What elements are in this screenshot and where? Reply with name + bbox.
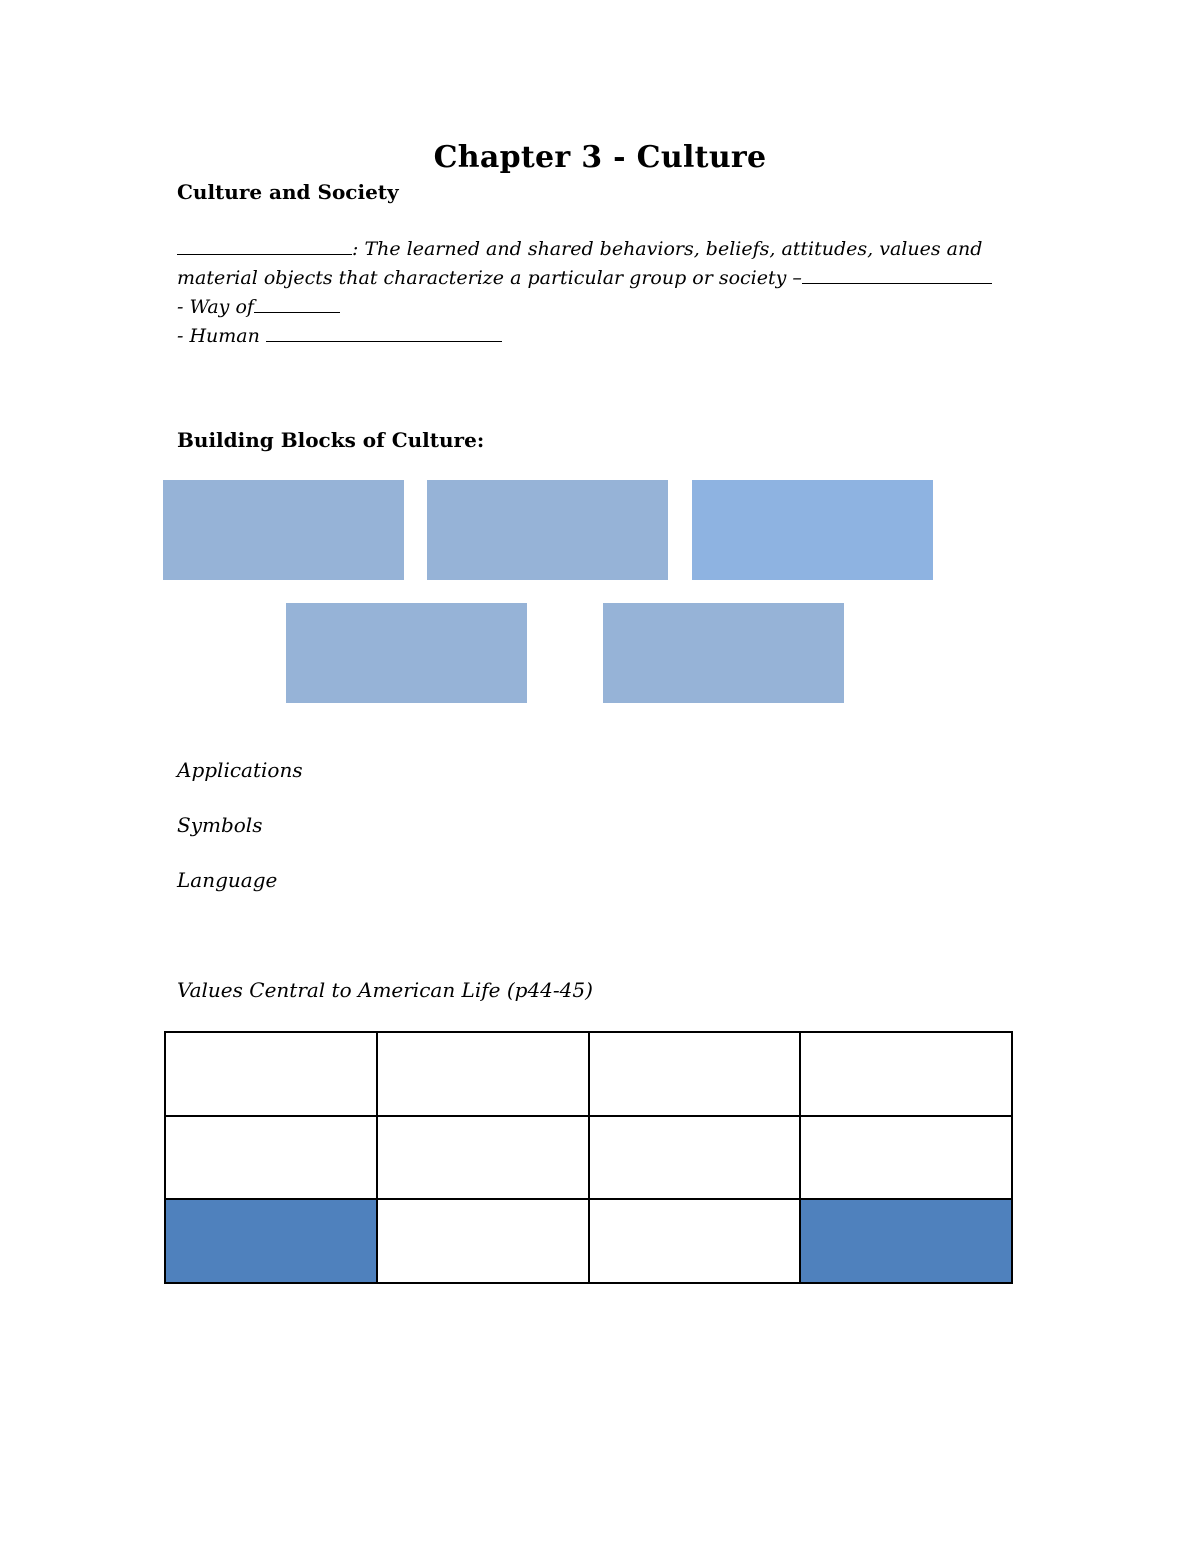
- building-block-4: [286, 603, 527, 703]
- item-symbols: Symbols: [177, 813, 263, 837]
- building-block-1: [163, 480, 404, 580]
- blank-human[interactable]: [266, 321, 502, 342]
- definition-block: [177, 234, 1057, 350]
- definition-text-2: material objects that characterize a particular group or society –: [177, 267, 802, 289]
- table-cell[interactable]: [589, 1032, 801, 1116]
- table-row: [165, 1199, 1012, 1283]
- definition-text-1: : The learned and shared behaviors, beliefs, attitudes, values and: [352, 238, 983, 260]
- table-row: [165, 1032, 1012, 1116]
- table-row: [165, 1116, 1012, 1200]
- values-table: [164, 1031, 1013, 1284]
- definition-line-4: [177, 321, 1057, 350]
- human-text: - Human: [177, 325, 260, 347]
- blank-way-of[interactable]: [254, 292, 340, 313]
- way-of-text: - Way of: [177, 296, 254, 318]
- table-cell-filled[interactable]: [165, 1199, 377, 1283]
- table-cell[interactable]: [589, 1116, 801, 1200]
- section-heading-culture-society: Culture and Society: [177, 180, 399, 204]
- blank-definition-end[interactable]: [802, 263, 992, 284]
- table-cell-filled[interactable]: [800, 1199, 1012, 1283]
- table-cell[interactable]: [800, 1032, 1012, 1116]
- table-cell[interactable]: [800, 1116, 1012, 1200]
- building-block-2: [427, 480, 668, 580]
- table-cell[interactable]: [377, 1032, 589, 1116]
- table-cell[interactable]: [165, 1032, 377, 1116]
- building-block-5: [603, 603, 844, 703]
- table-cell[interactable]: [377, 1199, 589, 1283]
- blank-term[interactable]: [177, 234, 352, 255]
- item-applications: Applications: [177, 758, 303, 782]
- definition-line-1: [177, 234, 1057, 263]
- section-heading-building-blocks: Building Blocks of Culture:: [177, 428, 485, 452]
- building-block-3: [692, 480, 933, 580]
- item-values-heading: Values Central to American Life (p44-45): [177, 978, 593, 1002]
- item-language: Language: [177, 868, 278, 892]
- page-title: Chapter 3 - Culture: [433, 140, 767, 175]
- definition-line-2: [177, 263, 1057, 292]
- table-cell[interactable]: [165, 1116, 377, 1200]
- table-cell[interactable]: [589, 1199, 801, 1283]
- table-cell[interactable]: [377, 1116, 589, 1200]
- definition-line-3: [177, 292, 1057, 321]
